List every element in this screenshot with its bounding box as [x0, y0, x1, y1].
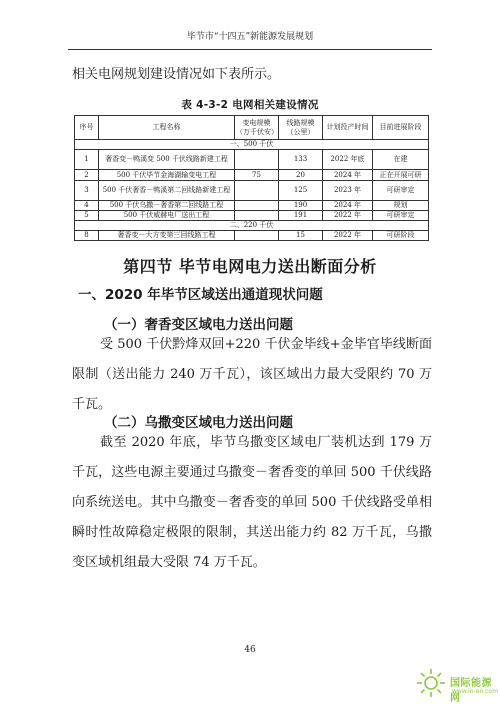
cell-stage: 可研阶段: [373, 231, 429, 241]
cell-index: 1: [75, 150, 99, 170]
col-header-date: 计划投产时间: [323, 116, 373, 140]
col-header-stage: 目前进展阶段: [373, 116, 429, 140]
cell-length: 190: [279, 201, 323, 211]
cell-name: 500 千伏乌撒－奢香第二回线路工程: [99, 201, 235, 211]
section-500kv-label: 一、500 千伏: [75, 140, 429, 150]
cell-index: 3: [75, 181, 99, 201]
watermark-url: www.in-en.com: [452, 688, 498, 695]
table-row: [75, 201, 429, 211]
cell-date: 2022 年: [323, 231, 373, 241]
cell-name: 500 千伏奢香－鸭溪第二回线路新建工程: [99, 181, 235, 201]
section-title: 第四节 毕节电网电力送出断面分析: [123, 257, 377, 276]
table-row: [75, 150, 429, 170]
grid-projects-table: [74, 115, 429, 241]
watermark-text: 国际能源网: [450, 678, 492, 704]
subheading-wusa: （二）乌撒变区域电力送出问题: [104, 415, 293, 431]
cell-index: 8: [75, 231, 99, 241]
table-header-row: [75, 116, 429, 140]
col-header-capacity: 变电规模（万千伏安）: [235, 116, 279, 140]
cell-length: 15: [279, 231, 323, 241]
table-row: [75, 170, 429, 181]
cell-date: 2024 年: [323, 201, 373, 211]
cell-name: 500 千伏威赫电厂送出工程: [99, 211, 235, 221]
watermark-logo-icon: [414, 666, 448, 700]
cell-capacity: [235, 150, 279, 170]
cell-length: 191: [279, 211, 323, 221]
paragraph-shexiang: 受 500 千伏黔烽双回+220 千伏金毕线+金毕官毕线断面限制（送出能力 240 万千瓦），该区域出力最大受限约 70 万千瓦。: [72, 337, 432, 412]
cell-length: 133: [279, 150, 323, 170]
col-header-length: 线路规模（公里）: [279, 116, 323, 140]
paragraph-wusa: 截至 2020 年底，毕节乌撒变区域电厂装机达到 179 万千瓦，这些电源主要通过乌撒变－奢香变的单回 500 千伏线路向系统送电。其中乌撒变－奢香变的单回 500 千伏线路受单相瞬时性故障稳定极限的限制，其送出能力约 82 万千瓦，乌撒变区域机组最大受限 74 万千瓦。: [72, 435, 432, 570]
cell-capacity: [235, 201, 279, 211]
cell-capacity: [235, 231, 279, 241]
cell-name: 奢香变－鸭溪变 500 千伏线路新建工程: [99, 150, 235, 170]
section-220kv-label: 二、220 千伏: [75, 221, 429, 231]
cell-name: 奢香变－大方变第三回线路工程: [99, 231, 235, 241]
subheading-shexiang: （一）奢香变区域电力送出问题: [104, 317, 293, 333]
watermark: [412, 662, 498, 704]
table-row: [75, 211, 429, 221]
cell-name: 500 千伏毕节金海湖输变电工程: [99, 170, 235, 181]
cell-stage: 规划: [373, 201, 429, 211]
cell-length: 125: [279, 181, 323, 201]
col-header-index: 序号: [75, 116, 99, 140]
cell-date: 2022 年: [323, 211, 373, 221]
table-section-row: [75, 221, 429, 231]
cell-length: 20: [279, 170, 323, 181]
table-row: [75, 231, 429, 241]
cell-stage: 可研审定: [373, 211, 429, 221]
cell-date: 2022 年底: [323, 150, 373, 170]
heading-level-1: 一、2020 年毕节区域送出通道现状问题: [78, 287, 323, 303]
cell-date: 2023 年: [323, 181, 373, 201]
table-title: 表 4-3-2 电网相关建设情况: [181, 99, 319, 111]
cell-index: 2: [75, 170, 99, 181]
col-header-name: 工程名称: [99, 116, 235, 140]
cell-capacity: [235, 211, 279, 221]
cell-stage: 正在开展可研: [373, 170, 429, 181]
table-section-row: [75, 140, 429, 150]
intro-paragraph: 相关电网规划建设情况如下表所示。: [72, 67, 281, 82]
page-number: 46: [244, 645, 256, 655]
running-header: 毕节市“十四五”新能源发展规划: [68, 30, 432, 50]
cell-index: 4: [75, 201, 99, 211]
cell-capacity: 75: [235, 170, 279, 181]
table-row: [75, 181, 429, 201]
cell-stage: 在建: [373, 150, 429, 170]
cell-stage: 可研审定: [373, 181, 429, 201]
cell-capacity: [235, 181, 279, 201]
cell-date: 2024 年: [323, 170, 373, 181]
cell-index: 5: [75, 211, 99, 221]
